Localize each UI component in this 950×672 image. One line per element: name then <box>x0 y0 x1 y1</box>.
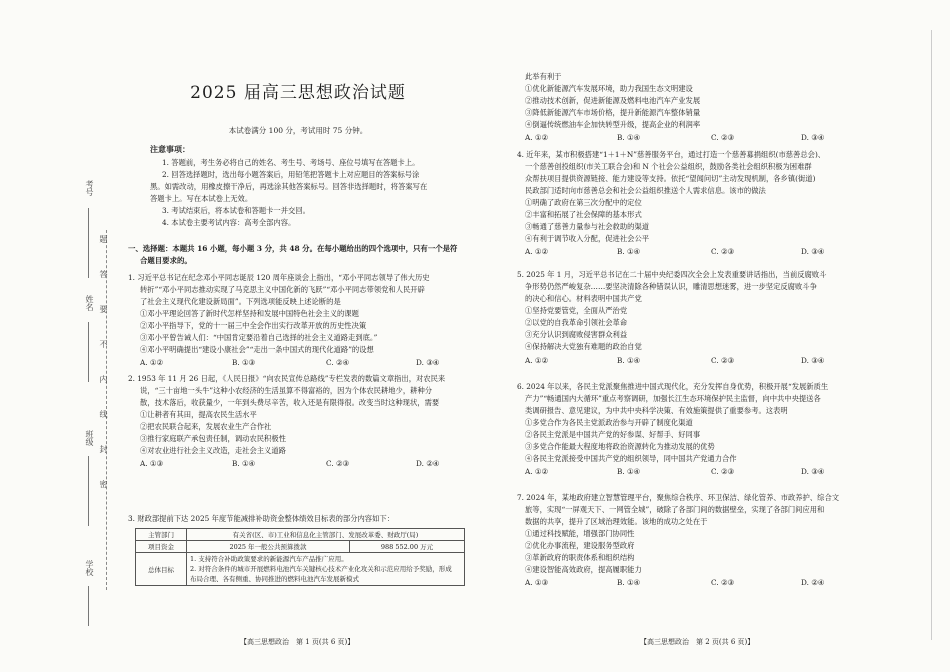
xingming-line <box>88 322 89 382</box>
seal-char: 不 <box>99 340 108 348</box>
table-goal-line: 2. 对符合条件的城市开展燃料电池汽车关键核心技术产业化攻关和示范应用给予奖励，形成 <box>190 565 452 573</box>
q5-line: ④保持解决大党独有难题的政治自觉 <box>525 342 642 351</box>
xingming-label: 姓名 <box>85 295 94 311</box>
option: C. ②③ <box>326 459 350 468</box>
q7-line: 数据的共享，提升了区域治理效能。该地的成功之处在于 <box>525 517 708 526</box>
seal-char: 答 <box>99 270 108 278</box>
option: C. ②③ <box>711 133 735 142</box>
option: A. ①② <box>140 358 163 367</box>
seal-char: 内 <box>99 375 108 383</box>
option: A. ①③ <box>525 578 548 587</box>
table-key: 主管部门 <box>136 529 187 541</box>
q1-line: ④邓小平明确提出“建设小康社会”“走出一条中国式的现代化道路”的设想 <box>140 345 374 354</box>
q2-line: 2. 1953 年 11 月 26 日起，《人民日报》“向农民宣传总路线”专栏发表的数篇文章指出，对农民来 <box>128 374 446 383</box>
option: A. ①③ <box>140 459 163 468</box>
q4-line: ③畅通了慈善力量参与社会救助的渠道 <box>525 222 650 231</box>
q7-line: ①通过科技赋能，增强部门协同性 <box>525 529 635 538</box>
q5-line: ①坚持党要管党，全面从严治党 <box>525 306 628 315</box>
table-goal-line: 布局合理、各有侧重、协同推进的燃料电池汽车发展新模式 <box>190 575 359 583</box>
q3-cont-line: ③降低新能源汽车市场价格，提升新能源汽车整体销量 <box>525 108 701 117</box>
binding-margin <box>10 150 110 630</box>
option: C. ②③ <box>711 467 735 476</box>
q5-line: ③充分认识到腐败侵害群众利益 <box>525 330 628 339</box>
q7-line: ②优化办事流程，建设服务型政府 <box>525 541 635 550</box>
section-heading: 一、选择题：本题共 16 小题，每小题 3 分，共 48 分。在每小题给出的四个选项中，只有一个是符 <box>128 244 458 253</box>
xuexiao-line <box>88 586 89 626</box>
option: B. ①③ <box>232 358 256 367</box>
notice-line: 答题卡上。写在本试卷上无效。 <box>150 194 253 203</box>
notice-line: 3. 考试结束后，将本试卷和答题卡一并交回。 <box>162 206 310 215</box>
q1-line: ③邓小平曾告诫人们：“中国肯定要沿着自己选择的社会主义道路走到底。” <box>140 333 378 342</box>
q4-line: ②丰富和拓展了社会保障的基本形式 <box>525 210 642 219</box>
table-value: 988 552.00 万元 <box>350 541 465 553</box>
q5-line: 5. 2025 年 1 月，习近平总书记在二十届中央纪委四次全会上发表重要讲话指出，当前反腐败斗 <box>517 270 827 279</box>
option: D. ②④ <box>416 459 440 468</box>
kaohao-line <box>88 208 89 278</box>
option: B. ①④ <box>617 247 641 256</box>
seal-char: 要 <box>99 305 108 313</box>
q7-line: ④建设智能高效政府，提高履职能力 <box>525 565 642 574</box>
option: C. ②③ <box>711 578 735 587</box>
q3-cont-line: ④倒逼传统燃油车企加快转型升级，提高企业的利润率 <box>525 120 701 129</box>
q7-line: ③革新政府的职责体系和组织结构 <box>525 553 635 562</box>
notice-line: 1. 答题前，考生务必将自己的姓名、考生号、考场号、座位号填写在答题卡上。 <box>162 158 420 167</box>
q1-line: ②邓小平指导下，党的十一届三中全会作出实行改革开放的历史性决策 <box>140 321 367 330</box>
q1-line: 转折”“邓小平同志推动实现了马克思主义中国化新的飞跃”“邓小平同志带领党和人民开辟 <box>140 285 425 294</box>
q3-cont-line: ②推动技术创新，促进新能源及燃料电池汽车产业发展 <box>525 96 701 105</box>
option: B. ①④ <box>617 578 641 587</box>
banji-label: 班级 <box>85 430 94 446</box>
seal-char: 线 <box>99 410 108 418</box>
q3-cont-line: 此举有利于 <box>525 72 562 81</box>
exam-subtitle: 本试卷满分 100 分，考试用时 75 分钟。 <box>228 126 368 135</box>
q5-line: 争形势仍然严峻复杂……要坚决清除各种错误认识，雕清思想迷雾，进一步坚定反腐败斗争 <box>525 282 817 291</box>
q7-line: 旅等，实现“一屏观天下、一网管全城”，破除了各部门间的数据壁垒，实现了各部门间应用和 <box>525 505 825 514</box>
q4-line: ④有利于调节收入分配，促进社会公平 <box>525 234 650 243</box>
q4-line: 4. 近年来，某市积极搭建“1＋1＋N”慈善服务平台，通过打造一个慈善募捐组织(市慈善总会)、 <box>517 150 826 159</box>
notice-line: 4. 本试卷主要考试内容：高考全部内容。 <box>162 218 296 227</box>
page-edge <box>931 30 932 640</box>
notice-line: 黑。如需改动，用橡皮擦干净后，再选涂其他答案标号。回答非选择题时，将答案写在 <box>150 182 428 191</box>
q5-line: ②以党的自我革命引领社会革命 <box>525 318 628 327</box>
option: A. ①② <box>525 356 548 365</box>
q2-line: ④对农业进行社会主义改造，走社会主义道路 <box>140 446 286 455</box>
q4-line: 众帮扶项目提供资源链接、能力建设等支持。依托“望闻问切”主动发现机制，各乡镇(街道) <box>525 174 816 183</box>
kaohao-label: 考号 <box>85 180 94 196</box>
option: D. ③④ <box>801 467 825 476</box>
option: B. ①④ <box>617 133 641 142</box>
seal-char: 密 <box>99 480 108 488</box>
table-key: 总体目标 <box>136 553 187 586</box>
option: D. ③④ <box>416 358 440 367</box>
page-footer-left: 【高三思想政治 第 1 页(共 6 页)】 <box>240 638 355 646</box>
q3-cont-line: ①优化新能源汽车发展环境，助力我国生态文明建设 <box>525 84 693 93</box>
q6-line: 6. 2024 年以来，各民主党派聚焦推进中国式现代化，充分发挥自身优势，积极开展“发展新质生 <box>517 382 829 391</box>
q6-line: ②各民主党派是中国共产党的好参谋、好帮手、好同事 <box>525 430 701 439</box>
q4-line: 一个慈善创投组织(市关工联合会)和 N 个社会公益组织，鼓励各类社会组织积极为困难群 <box>525 162 812 171</box>
table-value: 2025 年一般公共预算拨款 <box>187 541 350 553</box>
table-goal-line: 1. 支持符合补助政策要求的新能源汽车产品推广应用。 <box>190 555 348 563</box>
option: B. ①④ <box>232 459 256 468</box>
option: C. ②③ <box>711 356 735 365</box>
page-footer-right: 【高三思想政治 第 2 页(共 6 页)】 <box>640 638 755 646</box>
option: A. ①② <box>525 133 548 142</box>
option: B. ①④ <box>617 356 641 365</box>
q2-line: ②把农民联合起来，发展农业生产合作社 <box>140 422 272 431</box>
budget-table <box>135 528 465 586</box>
q1-line: 1. 习近平总书记在纪念邓小平同志诞辰 120 周年座谈会上指出，“邓小平同志领导了伟大历史 <box>128 273 430 282</box>
q6-line: ④各民主党派接受中国共产党的组织领导，同中国共产党通力合作 <box>525 454 737 463</box>
seal-char: 题 <box>99 235 108 243</box>
option: D. ③④ <box>801 356 825 365</box>
q3-line: 3. 财政部提前下达 2025 年度节能减排补助资金整体绩效目标表的部分内容如下： <box>128 514 394 523</box>
table-value: 有关省(区、市)工业和信息化主管部门、发展改革委、财政厅(局) <box>187 529 465 541</box>
exam-title: 2025 届高三思想政治试题 <box>190 83 406 103</box>
option: D. ②④ <box>801 578 825 587</box>
q1-line: 了社会主义现代化建设新局面”。下列选项能反映上述论断的是 <box>140 297 341 306</box>
option: D. ③④ <box>801 133 825 142</box>
banji-line <box>88 456 89 526</box>
section-heading: 合题目要求的。 <box>140 256 192 265</box>
q2-line: 散，技术落后，收获量少，一年到头费尽辛苦，收入还是有限得很。改变当时这种现状，需要 <box>140 398 440 407</box>
option: C. ②④ <box>326 358 350 367</box>
seal-char: 封 <box>99 445 108 453</box>
q6-line: 产力”“畅通国内大循环”重点考察调研，加强长江生态环境保护民主监督，向中共中央提送各 <box>525 394 821 403</box>
xuexiao-label: 学校 <box>85 560 94 576</box>
notice-heading: 注意事项： <box>150 144 190 154</box>
q7-line: 7. 2024 年，某地政府建立智慧管理平台，聚焦综合秩序、环卫保洁、绿化管养、市政养护、综合文 <box>517 493 840 502</box>
table-value <box>187 553 465 586</box>
q6-line: 类调研报告、意见建议，为中共中央科学决策、有效施策提供了重要参考。这表明 <box>525 406 788 415</box>
option: A. ①② <box>525 247 548 256</box>
table-key: 项目资金 <box>136 541 187 553</box>
q4-line: 民政部门适时向市慈善总会和社会公益组织推送个人需求信息。该市的做法 <box>525 186 766 195</box>
q1-line: ①邓小平理论回答了新时代怎样坚持和发展中国特色社会主义的课题 <box>140 309 359 318</box>
option: C. ②③ <box>711 247 735 256</box>
option: D. ③④ <box>801 247 825 256</box>
q6-line: ③多党合作能最大程度地将政治资源转化为推动发展的优势 <box>525 442 715 451</box>
option: A. ①② <box>525 467 548 476</box>
option: B. ①④ <box>617 467 641 476</box>
q4-line: ①明确了政府在第三次分配中的定位 <box>525 198 642 207</box>
q5-line: 的决心和信心。材料表明中国共产党 <box>525 294 642 303</box>
q2-line: 说，“三十亩地一头牛”这种小农经济的生活虽算不得富裕的，因为个体农民耕地少，耕种分 <box>140 386 433 395</box>
notice-line: 2. 回答选择题时，选出每小题答案后，用铅笔把答题卡上对应题目的答案标号涂 <box>162 170 420 179</box>
q2-line: ①让耕者有其田，提高农民生活水平 <box>140 410 257 419</box>
q6-line: ①多党合作为各民主党派政治参与开辟了制度化渠道 <box>525 418 693 427</box>
q2-line: ③推行家庭联产承包责任制，调动农民积极性 <box>140 434 286 443</box>
